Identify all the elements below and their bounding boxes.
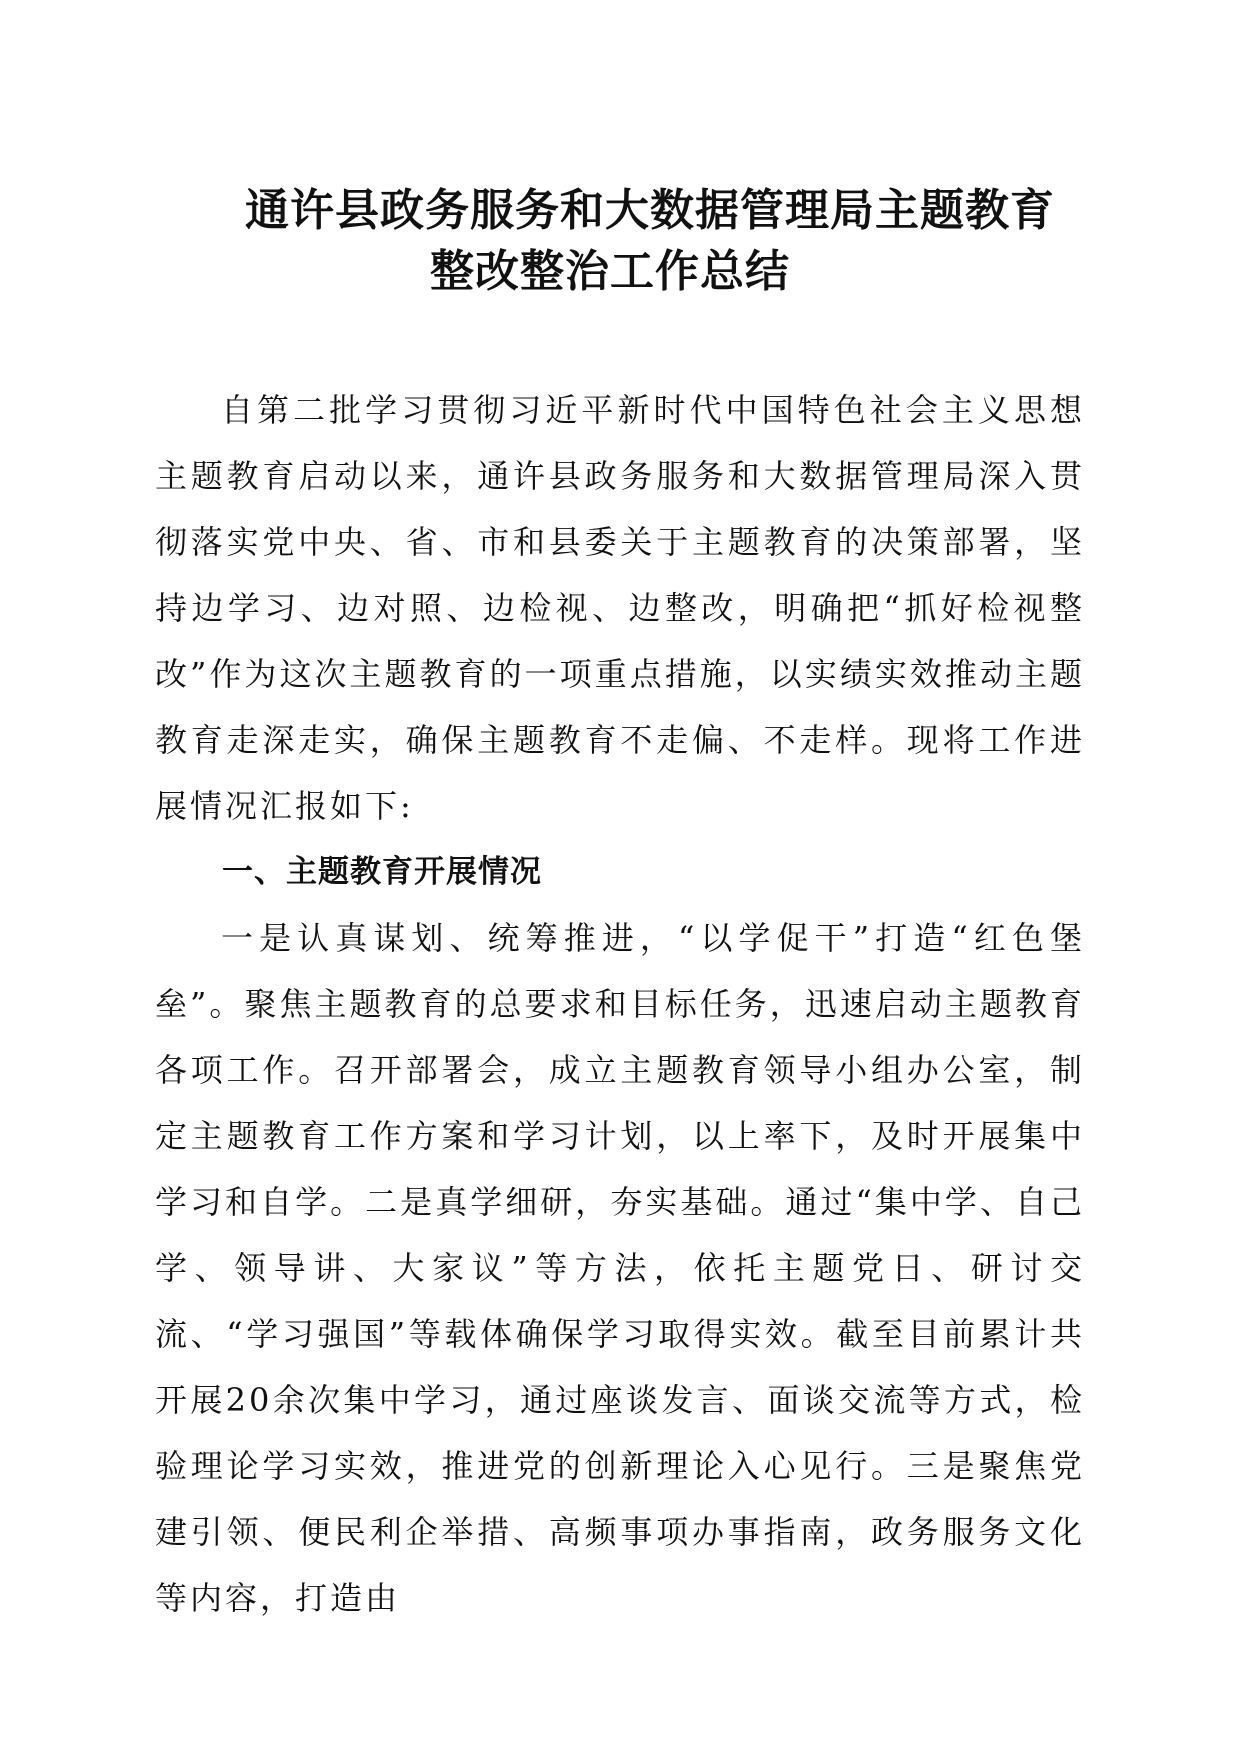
section-heading-1: 一、主题教育开展情况	[222, 854, 542, 890]
document-title-line-1: 通许县政务服务和大数据管理局主题教育	[245, 185, 1055, 236]
section-1-paragraph: 一是认真谋划、统筹推进，“以学促干”打造“红色堡垒”。聚焦主题教育的总要求和目标任务，迅速启动主题教育各项工作。召开部署会，成立主题教育领导小组办公室，制定主题教育工作方案和学习计划，以上率下，及时开展集中学习和自学。二是真学细研，夯实基础。通过“集中学、自己学、领导讲、大家议”等方法，依托主题党日、研讨交流、“学习强国”等载体确保学习取得实效。截至目前累计共开展20余次集中学习，通过座谈发言、面谈交流等方式，检验理论学习实效，推进党的创新理论入心见行。三是聚焦党建引领、便民利企举措、高频事项办事指南，政务服务文化等内容，打造由	[155, 919, 1085, 1617]
document-title-line-2: 整改整治工作总结	[430, 246, 790, 297]
intro-paragraph: 自第二批学习贯彻习近平新时代中国特色社会主义思想主题教育启动以来，通许县政务服务和大数据管理局深入贯彻落实党中央、省、市和县委关于主题教育的决策部署，坚持边学习、边对照、边检视、边整改，明确把“抓好检视整改”作为这次主题教育的一项重点措施，以实绩实效推动主题教育走深走实，确保主题教育不走偏、不走样。现将工作进展情况汇报如下:	[155, 391, 1085, 825]
